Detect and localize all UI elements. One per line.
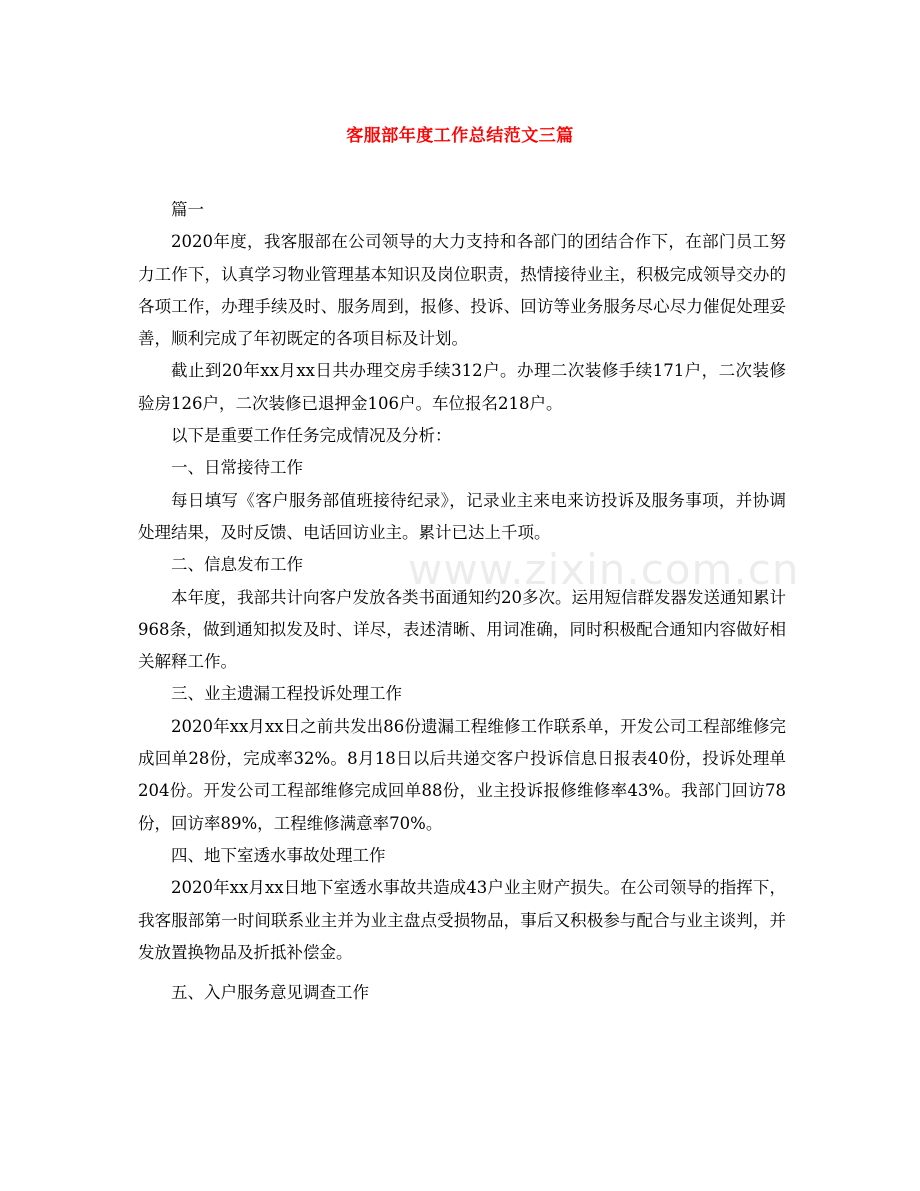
heading-daily-reception: 一、日常接待工作 bbox=[171, 458, 303, 478]
paragraph-basement-incident: 2020年xx月xx日地下室透水事故共造成43户业主财产损失。在公司领导的指挥下，我客服部第一时间联系业主并为业主盘点受损物品，事后又积极参与配合与业主谈判，并发放置换物品及折抵补偿金。 bbox=[138, 878, 786, 962]
paragraph-complaint-handling: 2020年xx月xx日之前共发出86份遗漏工程维修工作联系单，开发公司工程部维修完成回单28份，完成率32%。8月18日以后共递交客户投诉信息日报表40份，投诉处理单204份。开发公司工程部维修完成回单88份，业主投诉报修维修率43%。我部门回访78份，回访率89%，工程维修满意率70%。 bbox=[138, 716, 786, 833]
paragraph-information-release: 本年度，我部共计向客户发放各类书面通知约20多次。运用短信群发器发送通知累计968条，做到通知拟发及时、详尽，表述清晰、用词准确，同时积极配合通知内容做好相关解释工作。 bbox=[138, 587, 786, 672]
heading-complaint-handling: 三、业主遗漏工程投诉处理工作 bbox=[171, 684, 402, 704]
paragraph-daily-reception: 每日填写《客户服务部值班接待纪录》，记录业主来电来访投诉及服务事项，并协调处理结果，及时反馈、电话回访业主。累计已达上千项。 bbox=[138, 490, 786, 542]
watermark: www.zixin.com.cn bbox=[408, 545, 800, 594]
paragraph-statistics: 截止到20年xx月xx日共办理交房手续312户。办理二次装修手续171户，二次装修验房126户，二次装修已退押金106户。车位报名218户。 bbox=[138, 361, 786, 413]
paragraph-analysis-intro: 以下是重要工作任务完成情况及分析： bbox=[171, 426, 452, 446]
heading-survey: 五、入户服务意见调查工作 bbox=[171, 983, 369, 1003]
paragraph-intro: 2020年度，我客服部在公司领导的大力支持和各部门的团结合作下，在部门员工努力工作下，认真学习物业管理基本知识及岗位职责，热情接待业主，积极完成领导交办的各项工作，办理手续及时、服务周到，报修、投诉、回访等业务服务尽心尽力催促处理妥善，顺利完成了年初既定的各项目标及计划。 bbox=[138, 232, 786, 349]
section-label-part-one: 篇一 bbox=[171, 200, 204, 219]
heading-information-release: 二、信息发布工作 bbox=[171, 555, 303, 575]
heading-basement-incident: 四、地下室透水事故处理工作 bbox=[171, 845, 386, 865]
document-body bbox=[138, 194, 786, 1009]
document-title: 客服部年度工作总结范文三篇 bbox=[346, 126, 574, 146]
